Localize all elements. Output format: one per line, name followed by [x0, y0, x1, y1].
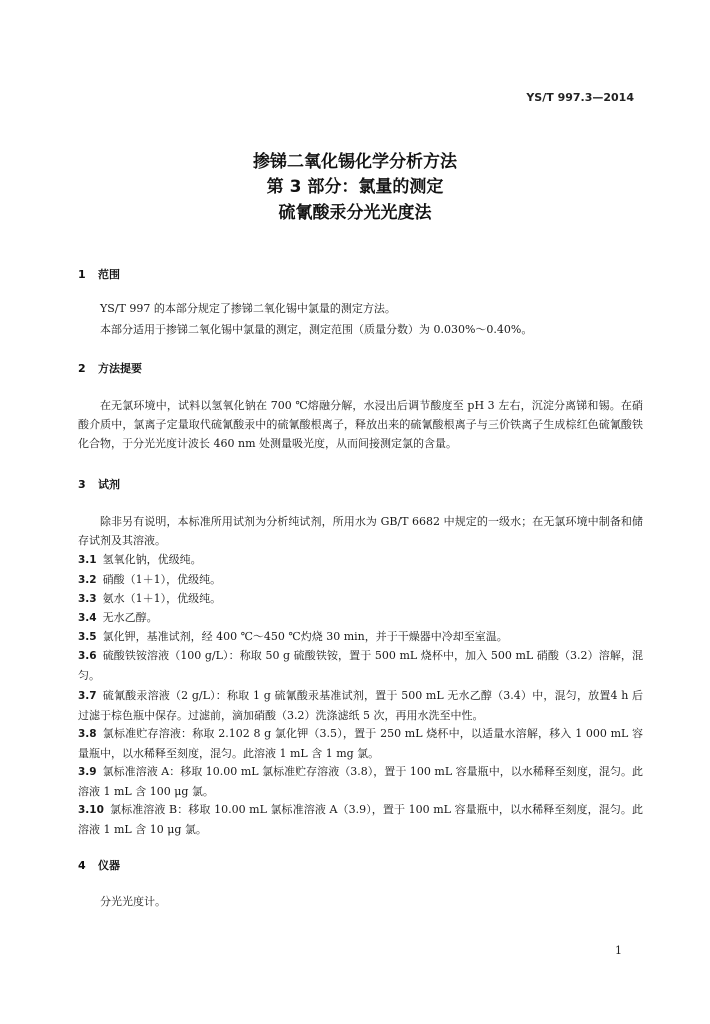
item-number: 3.3 [78, 593, 97, 605]
reagent-item [78, 550, 643, 570]
item-number: 3.6 [78, 650, 97, 662]
item-text: 氯标准贮存溶液：称取 2.102 8 g 氯化钾（3.5），置于 250 mL 烧杯中，以适量水溶解，移入 1 000 mL 容量瓶中，以水稀释至刻度，混匀。此溶液 1 mL 含 1 mg 氯。 [78, 727, 643, 760]
title-line-2: 第 3 部分：氯量的测定 [266, 177, 444, 197]
scope-paragraph-2: 本部分适用于掺锑二氧化锡中氯量的测定，测定范围（质量分数）为 0.030%～0.40%。 [100, 323, 533, 336]
title-line-1: 掺锑二氧化锡化学分析方法 [253, 152, 457, 172]
section-title: 方法提要 [98, 362, 142, 375]
reagent-item [78, 646, 643, 685]
section-number: 2 [78, 362, 86, 375]
item-text: 氨水（1＋1），优级纯。 [102, 592, 222, 605]
scope-paragraph-1: YS/T 997 的本部分规定了掺锑二氧化锡中氯量的测定方法。 [100, 302, 396, 315]
section-number: 1 [78, 268, 86, 281]
reagent-item [78, 724, 643, 763]
item-number: 3.7 [78, 690, 97, 702]
reagent-item [78, 762, 643, 801]
item-number: 3.5 [78, 631, 97, 643]
section-heading-reagents [78, 476, 120, 492]
item-number: 3.8 [78, 728, 97, 740]
reagent-item [78, 570, 643, 590]
item-number: 3.10 [78, 804, 104, 816]
item-number: 3.1 [78, 554, 97, 566]
section-title: 范围 [98, 268, 120, 281]
reagent-item [78, 589, 643, 609]
item-text: 氢氧化钠，优级纯。 [102, 553, 202, 566]
section-heading-principle [78, 360, 142, 376]
item-text: 硫酸铁铵溶液（100 g/L）：称取 50 g 硫酸铁铵，置于 500 mL 烧杯中，加入 500 mL 硝酸（3.2）溶解，混匀。 [78, 649, 643, 682]
reagents-intro: 除非另有说明，本标准所用试剂为分析纯试剂，所用水为 GB/T 6682 中规定的一级水；在无氯环境中制备和储存试剂及其溶液。 [78, 515, 643, 547]
section-number: 3 [78, 478, 86, 491]
reagent-item [78, 686, 643, 725]
page-number: 1 [615, 944, 622, 957]
item-text: 氯标准溶液 B：移取 10.00 mL 氯标准溶液 A（3.9），置于 100 mL 容量瓶中，以水稀释至刻度，混匀。此溶液 1 mL 含 10 μg 氯。 [78, 803, 643, 836]
section-heading-apparatus [78, 857, 120, 873]
reagent-item [78, 627, 643, 647]
title-line-3: 硫氰酸汞分光光度法 [278, 203, 432, 223]
item-number: 3.9 [78, 766, 97, 778]
standard-code: YS/T 997.3—2014 [526, 91, 634, 104]
principle-paragraph: 在无氯环境中，试料以氢氧化钠在 700 ℃熔融分解，水浸出后调节酸度至 pH 3 左右，沉淀分离锑和锡。在硝酸介质中，氯离子定量取代硫氰酸汞中的硫氰酸根离子，释放出来的硫氰酸根离子与三价铁离子生成棕红色硫氰酸铁化合物，于分光光度计波长 460 nm 处测量吸光度，从而间接测定氯的含量。 [78, 399, 643, 450]
item-text: 硫氰酸汞溶液（2 g/L）：称取 1 g 硫氰酸汞基准试剂，置于 500 mL 无水乙醇（3.4）中，混匀，放置4 h 后过滤于棕色瓶中保存。过滤前，滴加硝酸（3.2）洗涤滤纸 5 次，再用水洗至中性。 [78, 689, 643, 722]
section-number: 4 [78, 859, 86, 872]
section-title: 仪器 [98, 859, 120, 872]
item-text: 无水乙醇。 [102, 611, 158, 624]
apparatus-paragraph: 分光光度计。 [100, 895, 166, 908]
item-text: 硝酸（1＋1），优级纯。 [102, 573, 222, 586]
reagent-item [78, 608, 643, 628]
reagent-item [78, 800, 643, 839]
item-number: 3.2 [78, 574, 97, 586]
item-text: 氯化钾，基准试剂，经 400 ℃～450 ℃灼烧 30 min，并于干燥器中冷却至室温。 [102, 630, 508, 643]
section-heading-scope [78, 266, 120, 282]
item-number: 3.4 [78, 612, 97, 624]
item-text: 氯标准溶液 A：移取 10.00 mL 氯标准贮存溶液（3.8），置于 100 mL 容量瓶中，以水稀释至刻度，混匀。此溶液 1 mL 含 100 μg 氯。 [78, 765, 643, 798]
section-title: 试剂 [98, 478, 120, 491]
